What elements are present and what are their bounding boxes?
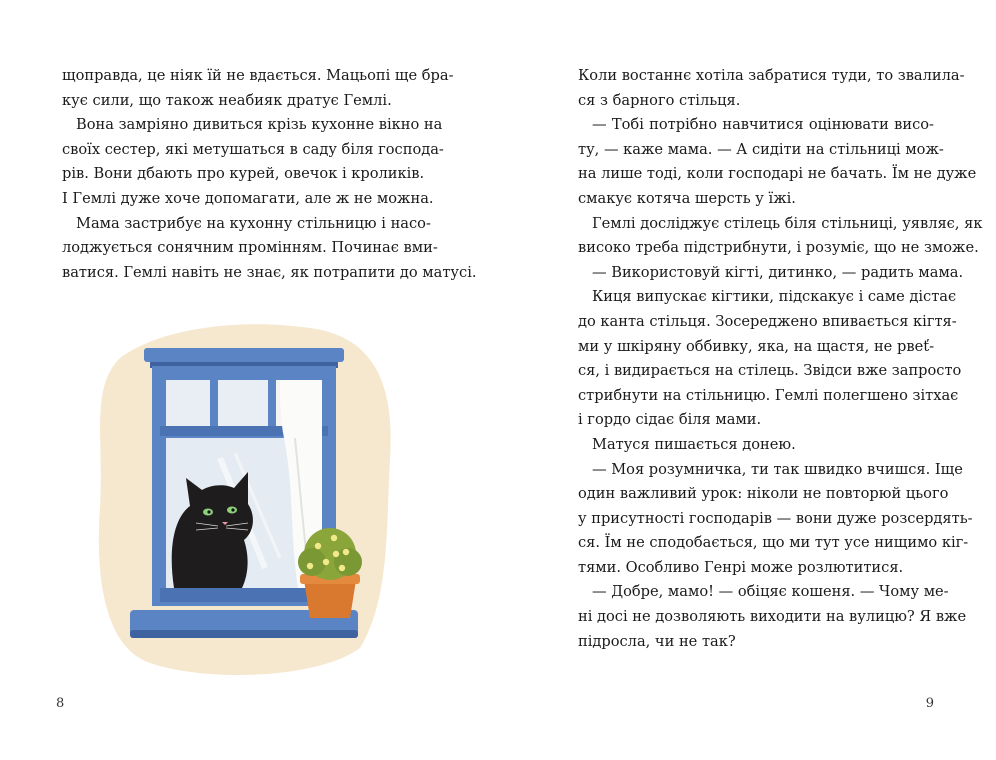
text-line: у присутності господарів — вони дуже розсердять-	[578, 509, 973, 527]
text-line: тями. Особливо Генрі може розлютитися.	[578, 558, 904, 576]
text-line: щоправда, це ніяк їй не вдається. Мацьопі ще бра-	[62, 67, 454, 84]
text-line: Вона замріяно дивиться крізь кухонне вікно на	[76, 116, 443, 134]
text-line: на лише тоді, коли господарі не бачать. Їм не дуже	[578, 165, 977, 183]
text-line: своїх сестер, які метушаться в саду біля господа-	[62, 140, 444, 158]
text-line: і гордо сідає біля мами.	[578, 411, 762, 429]
text-line: до канта стільця. Зосереджено впивається кігтя-	[578, 312, 957, 330]
text-line: один важливий урок: ніколи не повторюй цього	[578, 485, 949, 503]
text-line: ся, і видирається на стілець. Звідси вже запросто	[578, 362, 962, 380]
text-line: Матуся пишається донею.	[592, 435, 796, 453]
text-line: ватися. Гемлі навіть не знає, як потрапити до матусі.	[62, 263, 477, 281]
text-line: Киця випускає кігтики, підскакує і саме дістає	[592, 288, 957, 306]
text-line: І Гемлі дуже хоче допомагати, але ж не можна.	[62, 189, 434, 207]
text-line: Мама застрибує на кухонну стільницю і насо-	[76, 214, 431, 232]
text-line: ні досі не дозволяють виходити на вулицю? Я вже	[578, 608, 967, 626]
left-page-text	[62, 64, 477, 285]
text-line: ся з барного стільця.	[578, 91, 741, 109]
right-page-text	[578, 64, 983, 654]
text-line: ту, — каже мама. — А сидіти на стільниці мож-	[578, 140, 944, 158]
text-line: — Моя розумничка, ти так швидко вчишся. Іще	[592, 460, 963, 478]
text-line: Гемлі досліджує стілець біля стільниці, уявляє, як	[592, 214, 983, 232]
cat-in-window-illustration	[90, 318, 400, 678]
text-line: рів. Вони дбають про курей, овечок і кроликів.	[62, 165, 425, 183]
text-line: стрибнути на стільницю. Гемлі полегшено зітхає	[578, 386, 959, 404]
text-line: підросла, чи не так?	[578, 632, 736, 650]
text-line: — Тобі потрібно навчитися оцінювати висо-	[592, 116, 934, 134]
text-line: — Використовуй кігті, дитинко, — радить мама.	[592, 263, 964, 281]
window-top-cap	[144, 348, 344, 362]
text-line: — Добре, мамо! — обіцяє кошеня. — Чому ме-	[592, 583, 949, 601]
text-line: ся. Їм не сподобається, що ми тут усе нищимо кіг-	[578, 534, 969, 552]
right-page	[498, 0, 996, 760]
text-line: високо треба підстрибнути, і розуміє, що не зможе.	[578, 239, 979, 257]
page-number: 9	[925, 696, 934, 711]
text-line: смакує котяча шерсть у їжі.	[578, 189, 796, 207]
text-line: кує сили, що також неабияк дратує Гемлі.	[62, 91, 392, 109]
page-number: 8	[56, 696, 65, 711]
text-line: Коли востаннє хотіла забратися туди, то звалила-	[578, 67, 965, 84]
text-line: лоджується сонячним промінням. Починає вми-	[62, 239, 438, 257]
text-line: ми у шкіряну оббивку, яка, на щастя, не рвеť-	[578, 337, 934, 355]
